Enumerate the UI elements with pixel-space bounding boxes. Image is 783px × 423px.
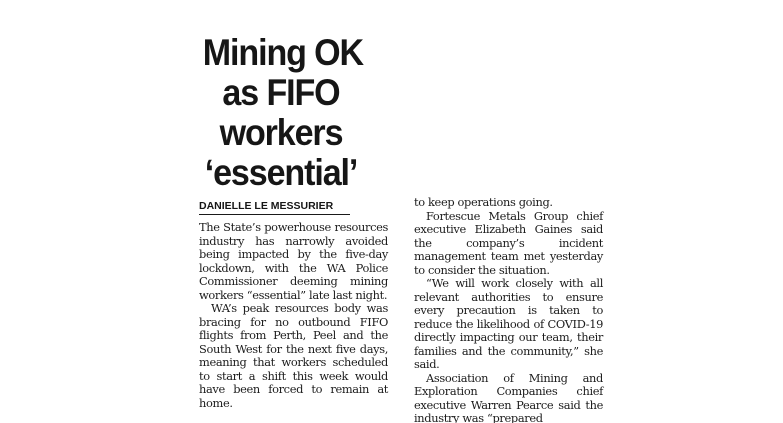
headline-line-3: workers <box>219 112 343 153</box>
headline-line-2: as FIFO <box>222 72 340 113</box>
column-1-paragraph-1: The State’s powerhouse resources industry has narrowly avoided being impacted by the five-day lockdown, with the WA Police Commissioner deeming mining workers “essential” late last night. <box>199 220 388 302</box>
column-2-paragraph-2: Fortescue Metals Group chief executive Elizabeth Gaines said the company’s incident management team met yesterday to consider the situation. <box>414 208 603 277</box>
headline-line-1: Mining OK <box>202 32 364 73</box>
column-2-paragraph-3: “We will work closely with all relevant authorities to ensure every precaution is taken to reduce the likelihood of COVID-19 directly impacting our team, their families and the community,” she said. <box>414 276 603 371</box>
column-2-paragraph-1: to keep operations going. <box>414 195 553 209</box>
article-byline: DANIELLE LE MESSURIER <box>199 200 350 215</box>
article-column-2 <box>414 196 603 423</box>
article-column-1 <box>199 221 388 410</box>
column-2-paragraph-4: Association of Mining and Exploration Companies chief executive Warren Pearce said the industry was “prepared <box>414 370 603 423</box>
article-headline <box>196 33 366 193</box>
column-1-paragraph-2: WA’s peak resources body was bracing for no outbound FIFO flights from Perth, Peel and the South West for the next five days, meaning that workers scheduled to start a shift this week would have been forced to remain at home. <box>199 301 388 410</box>
headline-line-4: ‘essential’ <box>204 152 358 193</box>
